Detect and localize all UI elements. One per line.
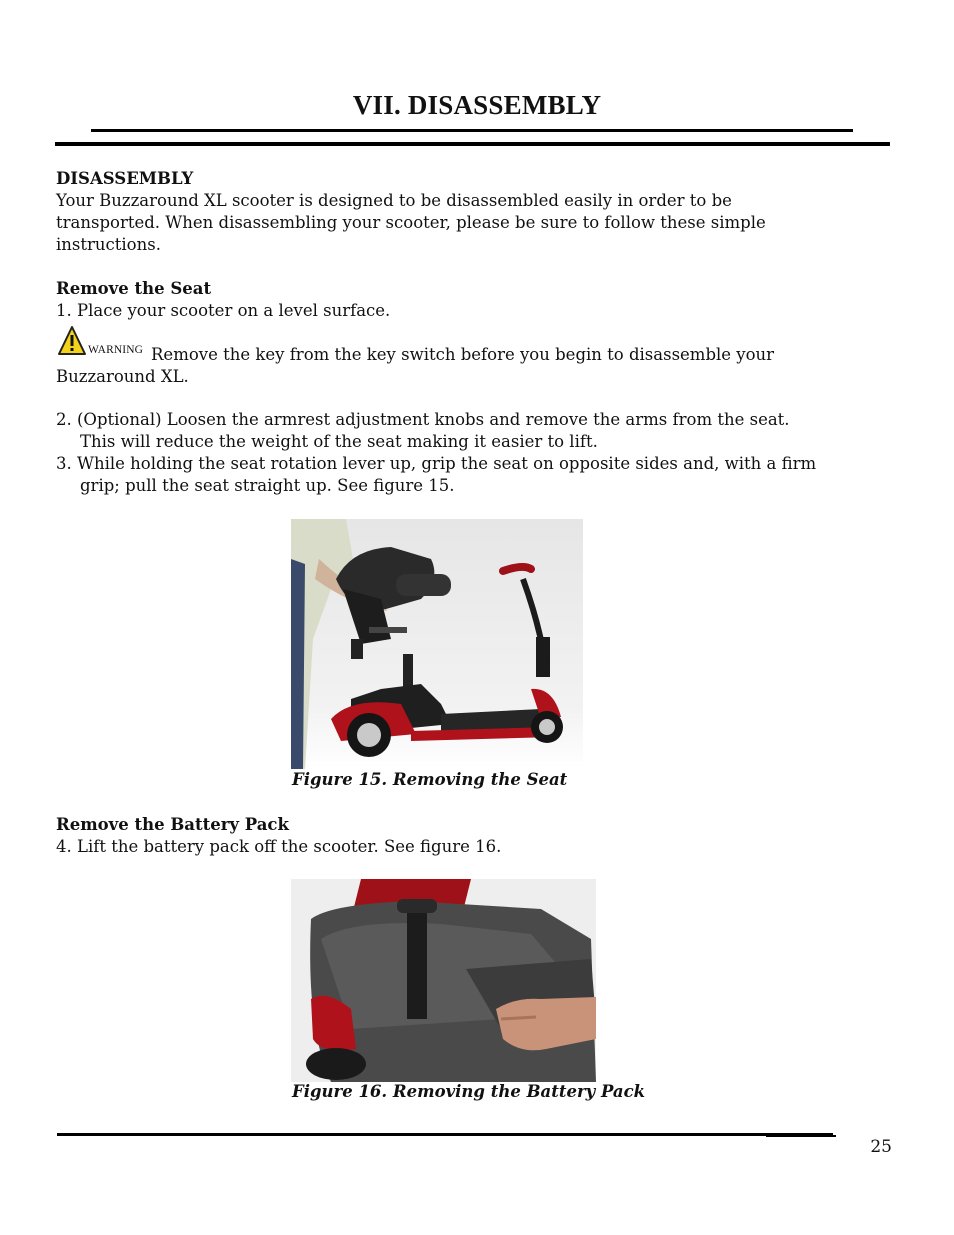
- warning-text: Remove the key from the key switch before you begin to disassemble your: [151, 345, 775, 364]
- intro-line: transported. When disassembling your scooter, please be sure to follow these simple: [56, 213, 766, 232]
- figure-16-image: [291, 879, 596, 1082]
- title-rule-bottom: [55, 142, 890, 146]
- page-title: VII. DISASSEMBLY: [352, 90, 602, 120]
- footer-rule-tail: [766, 1135, 836, 1137]
- figure-15-image: [291, 519, 583, 769]
- warning-triangle-icon: [57, 325, 87, 357]
- section-heading-disassembly: DISASSEMBLY: [56, 169, 194, 188]
- figure-16-caption: Figure 16. Removing the Battery Pack: [292, 1082, 646, 1101]
- title-rule-top: [91, 129, 853, 132]
- step-2: 2. (Optional) Loosen the armrest adjustment knobs and remove the arms from the seat.: [56, 410, 790, 429]
- section-heading-remove-seat: Remove the Seat: [56, 279, 212, 298]
- warning-badge: [57, 325, 147, 359]
- figure-15-caption: Figure 15. Removing the Seat: [292, 770, 568, 789]
- step-3: 3. While holding the seat rotation lever up, grip the seat on opposite sides and, with a firm: [56, 454, 817, 473]
- warning-text: Buzzaround XL.: [56, 367, 189, 386]
- step-4: 4. Lift the battery pack off the scooter. See figure 16.: [56, 837, 502, 856]
- section-heading-remove-battery: Remove the Battery Pack: [56, 815, 289, 834]
- step-3-continued: grip; pull the seat straight up. See figure 15.: [80, 476, 455, 495]
- footer-rule: [57, 1133, 833, 1136]
- step-1: 1. Place your scooter on a level surface.: [56, 301, 391, 320]
- intro-line: instructions.: [56, 235, 161, 254]
- warning-label: WARNING: [88, 344, 143, 356]
- intro-line: Your Buzzaround XL scooter is designed to be disassembled easily in order to be: [56, 191, 732, 210]
- page-number: 25: [870, 1137, 892, 1157]
- step-2-continued: This will reduce the weight of the seat making it easier to lift.: [80, 432, 598, 451]
